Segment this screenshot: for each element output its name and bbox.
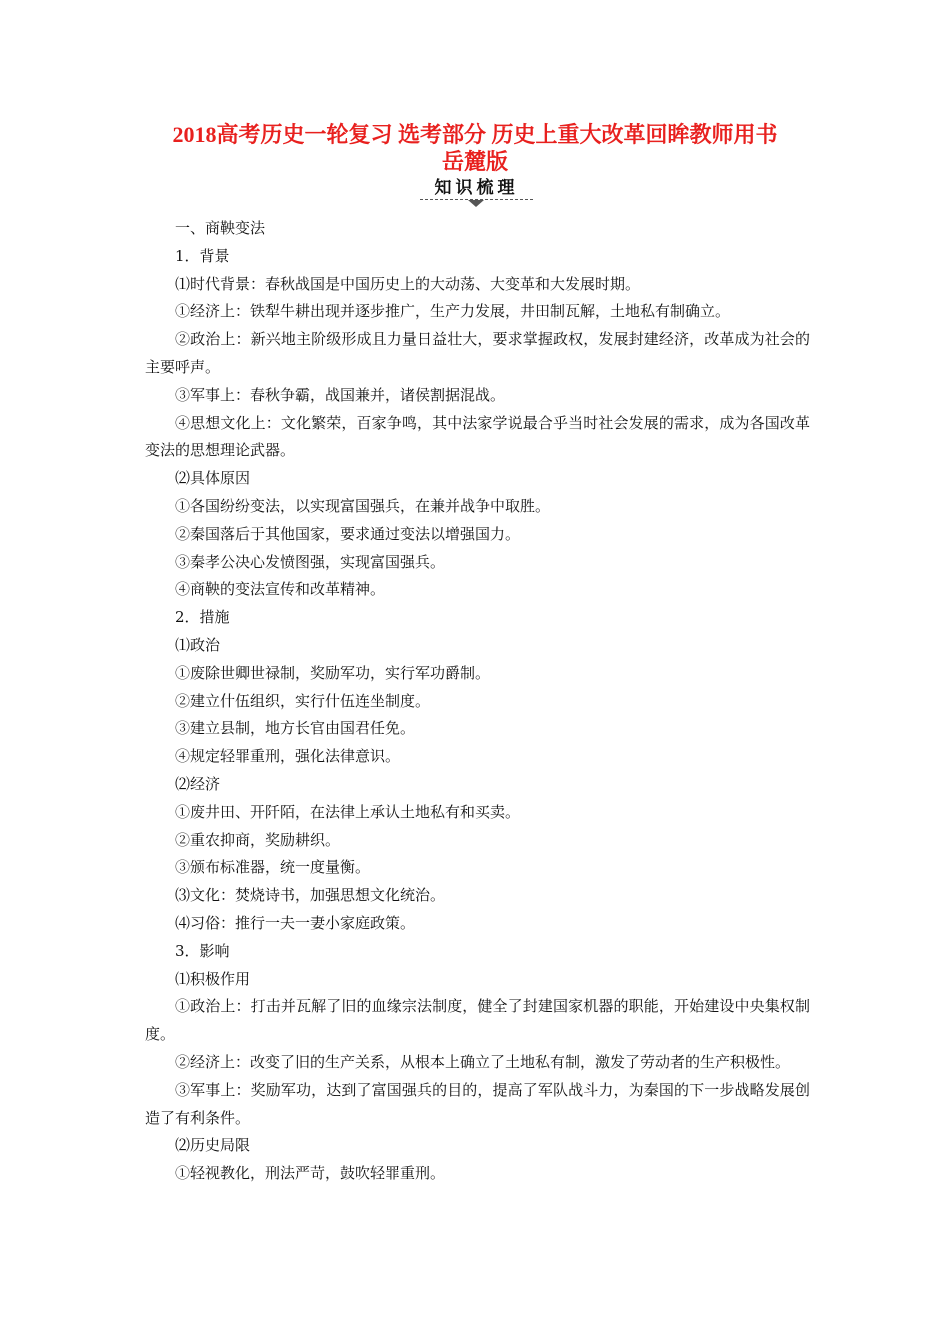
paragraph: ③军事上：奖励军功，达到了富国强兵的目的，提高了军队战斗力，为秦国的下一步战略发展创造了有利条件。 — [145, 1080, 810, 1127]
paragraph: ⑵经济 — [175, 774, 221, 793]
paragraph: 一、商鞅变法 — [175, 219, 266, 237]
paragraph: ②政治上：新兴地主阶级形成且力量日益壮大，要求掌握政权，发展封建经济，改革成为社会的主要呼声。 — [145, 330, 810, 376]
paragraph: ③颁布标准器，统一度量衡。 — [175, 858, 371, 877]
paragraph: ⑶文化：焚烧诗书，加强思想文化统治。 — [175, 886, 446, 905]
document-title: 2018高考历史一轮复习 选考部分 历史上重大改革回眸教师用书 — [172, 122, 778, 147]
paragraph: ⑴时代背景：春秋战国是中国历史上的大动荡、大变革和大发展时期。 — [175, 274, 641, 293]
section-badge-label: 知识梳理 — [434, 178, 519, 198]
paragraph: ③建立县制，地方长官由国君任免。 — [175, 719, 416, 738]
paragraph: ①废井田、开阡陌，在法律上承认土地私有和买卖。 — [175, 802, 521, 821]
paragraph: ①政治上：打击并瓦解了旧的血缘宗法制度，健全了封建国家机器的职能，开始建设中央集权制度。 — [145, 997, 810, 1044]
paragraph: ②经济上：改变了旧的生产关系，从根本上确立了土地私有制，激发了劳动者的生产积极性。 — [175, 1052, 791, 1071]
paragraph: ①废除世卿世禄制，奖励军功，实行军功爵制。 — [175, 663, 491, 682]
document-title-edition: 岳麓版 — [441, 149, 508, 174]
paragraph: ⑵历史局限 — [175, 1136, 251, 1155]
paragraph: ⑷习俗：推行一夫一妻小家庭政策。 — [175, 913, 416, 932]
paragraph: ⑵具体原因 — [175, 469, 251, 488]
paragraph: 3．影响 — [175, 941, 230, 960]
paragraph: ④商鞅的变法宣传和改革精神。 — [175, 580, 386, 599]
paragraph: ②建立什伍组织，实行什伍连坐制度。 — [175, 691, 431, 710]
paragraph: ④思想文化上：文化繁荣，百家争鸣，其中法家学说最合乎当时社会发展的需求，成为各国改革变法的思想理论武器。 — [145, 413, 810, 460]
triangle-down-icon — [468, 200, 484, 207]
paragraph: ①经济上：铁犁牛耕出现并逐步推广，生产力发展，井田制瓦解，土地私有制确立。 — [175, 302, 731, 321]
paragraph: 2．措施 — [175, 608, 230, 627]
paragraph: ②秦国落后于其他国家，要求通过变法以增强国力。 — [175, 524, 521, 543]
paragraph: ②重农抑商，奖励耕织。 — [175, 830, 341, 849]
paragraph: ⑴政治 — [175, 635, 221, 654]
section-badge — [418, 177, 535, 203]
paragraph: ①各国纷纷变法，以实现富国强兵，在兼并战争中取胜。 — [175, 496, 551, 515]
paragraph: ①轻视教化，刑法严苛，鼓吹轻罪重刑。 — [175, 1164, 446, 1183]
paragraph: ③秦孝公决心发愤图强，实现富国强兵。 — [175, 552, 446, 571]
document-body — [145, 215, 810, 1188]
paragraph: ④规定轻罪重刑，强化法律意识。 — [175, 747, 401, 766]
paragraph: ⑴积极作用 — [175, 969, 251, 988]
paragraph: 1．背景 — [175, 246, 230, 265]
paragraph: ③军事上：春秋争霸，战国兼并，诸侯割据混战。 — [175, 385, 506, 404]
